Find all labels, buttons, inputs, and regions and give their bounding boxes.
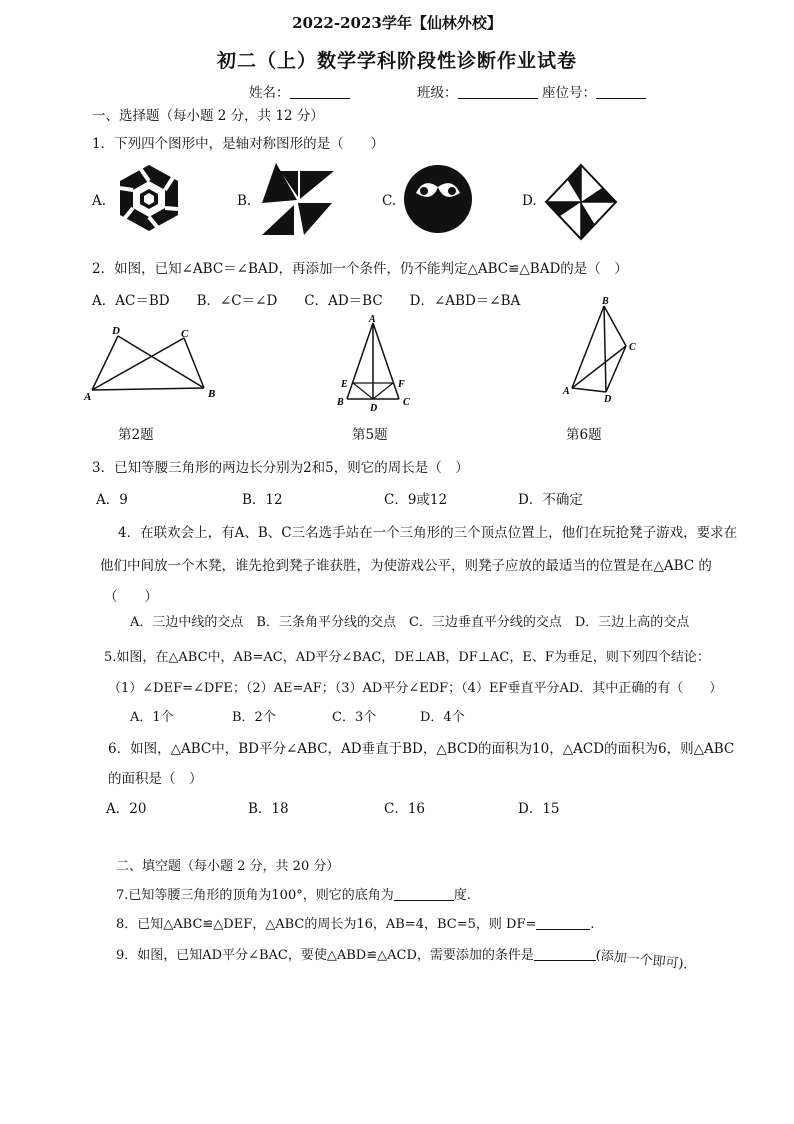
- q1-option-b-label: B.: [237, 193, 252, 209]
- q6-line2: 的面积是（ ）: [108, 771, 203, 787]
- q3-stem: 3．已知等腰三角形的两边长分别为2和5，则它的周长是（ ）: [92, 460, 469, 476]
- figure-q2-caption: 第2题: [118, 427, 154, 443]
- q4-line2: 他们中间放一个木凳，谁先抢到凳子谁获胜，为使游戏公平，则凳子应放的最适当的位置是在△ABC 的: [100, 558, 712, 574]
- q5-line1: 5.如图，在△ABC中，AB=AC，AD平分∠BAC，DE⊥AB，DF⊥AC，E、F为垂足，则下列四个结论：: [104, 650, 710, 665]
- section2-title: 二、填空题（每小题 2 分，共 20 分）: [116, 859, 340, 874]
- q6-option-a: A．20: [106, 801, 147, 817]
- q6-option-b: B．18: [248, 801, 289, 817]
- seat-field[interactable]: [542, 81, 646, 101]
- fig5-point-b: B: [337, 397, 344, 408]
- q6-option-c: C．16: [384, 801, 426, 817]
- q4-options: A．三边中线的交点 B．三条角平分线的交点 C．三边垂直平分线的交点 D．三边上高的交点: [130, 615, 690, 630]
- q1-figure-b: [258, 163, 336, 237]
- figure-q6-caption: 第6题: [566, 427, 602, 443]
- q4-line3: （ ）: [104, 589, 158, 605]
- fig6-point-c: C: [629, 342, 636, 353]
- q9-text-after: (添加一个即可).: [594, 948, 689, 973]
- name-blank[interactable]: [290, 84, 350, 99]
- q5-option-c: C．3个: [332, 710, 377, 725]
- fig6-point-d: D: [604, 394, 612, 404]
- q7-text-before: 7.已知等腰三角形的顶角为100°，则它的底角为: [116, 888, 394, 903]
- q8-answer-blank[interactable]: [536, 915, 590, 930]
- q3-option-c: C．9或12: [384, 492, 448, 508]
- q5-option-a: A．1个: [130, 710, 174, 725]
- q9-answer-blank[interactable]: [534, 946, 596, 961]
- class-blank[interactable]: [458, 84, 538, 99]
- figure-q2: [82, 318, 222, 406]
- fig2-point-b: B: [208, 388, 216, 400]
- q1-stem: 1．下列四个图形中，是轴对称图形的是（ ）: [92, 136, 385, 152]
- q1-option-c-label: C.: [382, 193, 397, 209]
- q2-options: A．AC＝BD B．∠C＝∠D C．AD＝BC D．∠ABD＝∠BA: [92, 293, 521, 309]
- fig5-point-c: C: [403, 397, 410, 408]
- q8-text-before: 8．已知△ABC≌△DEF，△ABC的周长为16，AB=4，BC=5，则 DF=: [116, 917, 537, 932]
- q5-option-d: D．4个: [420, 710, 465, 725]
- year-school-heading: 2022-2023学年【仙林外校】: [292, 14, 502, 32]
- q1-figure-d: [544, 163, 618, 241]
- fig6-point-b: B: [602, 296, 609, 307]
- figure-q6: [560, 296, 646, 404]
- q1-option-a-label: A.: [92, 193, 107, 209]
- q1-option-d-label: D.: [522, 193, 537, 209]
- seat-blank[interactable]: [596, 84, 646, 99]
- q9: [116, 944, 689, 973]
- name-field[interactable]: [249, 81, 350, 101]
- q3-option-b: B．12: [242, 492, 283, 508]
- fig5-point-a: A: [369, 314, 376, 325]
- q8: [116, 913, 595, 932]
- q3-option-d: D．不确定: [518, 492, 583, 508]
- fig2-point-c: C: [181, 328, 189, 340]
- q6-option-d: D．15: [518, 801, 560, 817]
- q5-option-b: B．2个: [232, 710, 276, 725]
- q5-line2: （1）∠DEF=∠DFE；（2）AE=AF；（3）AD平分∠EDF；（4）EF垂直平分AD．其中正确的有（ ）: [108, 681, 723, 696]
- section1-title: 一、选择题（每小题 2 分，共 12 分）: [92, 108, 324, 124]
- fig5-point-f: F: [398, 379, 405, 390]
- q7-text-after: 度.: [453, 888, 471, 903]
- figure-q5: [333, 313, 423, 413]
- name-label: 姓名：: [249, 85, 290, 101]
- q7: [116, 884, 471, 903]
- q4-line1: 4．在联欢会上，有A、B、C三名选手站在一个三角形的三个顶点位置上，他们在玩抢凳子游戏，要求在: [118, 525, 738, 541]
- q6-line1: 6．如图，△ABC中，BD平分∠ABC，AD垂直于BD，△BCD的面积为10，△ACD的面积为6，则△ABC: [108, 741, 735, 757]
- fig5-point-e: E: [341, 379, 348, 390]
- exam-title: 初二（上）数学学科阶段性诊断作业试卷: [216, 50, 577, 72]
- fig2-point-a: A: [84, 391, 92, 403]
- q7-answer-blank[interactable]: [394, 886, 454, 901]
- q1-figure-c: [402, 163, 474, 235]
- fig6-point-a: A: [563, 386, 570, 397]
- q9-text-before: 9．如图，已知AD平分∠BAC，要使△ABD≌△ACD，需要添加的条件是: [116, 948, 534, 963]
- figure-q5-caption: 第5题: [352, 427, 388, 443]
- q1-figure-a: [114, 163, 184, 233]
- q3-option-a: A．9: [96, 492, 128, 508]
- class-field[interactable]: [417, 81, 538, 101]
- seat-label: 座位号：: [542, 85, 596, 101]
- class-label: 班级：: [417, 85, 458, 101]
- q2-stem: 2．如图，已知∠ABC＝∠BAD，再添加一个条件，仍不能判定△ABC≌△BAD的是（ ）: [92, 261, 628, 277]
- fig5-point-d: D: [370, 403, 378, 413]
- fig2-point-d: D: [112, 325, 120, 337]
- q8-text-after: .: [590, 917, 595, 932]
